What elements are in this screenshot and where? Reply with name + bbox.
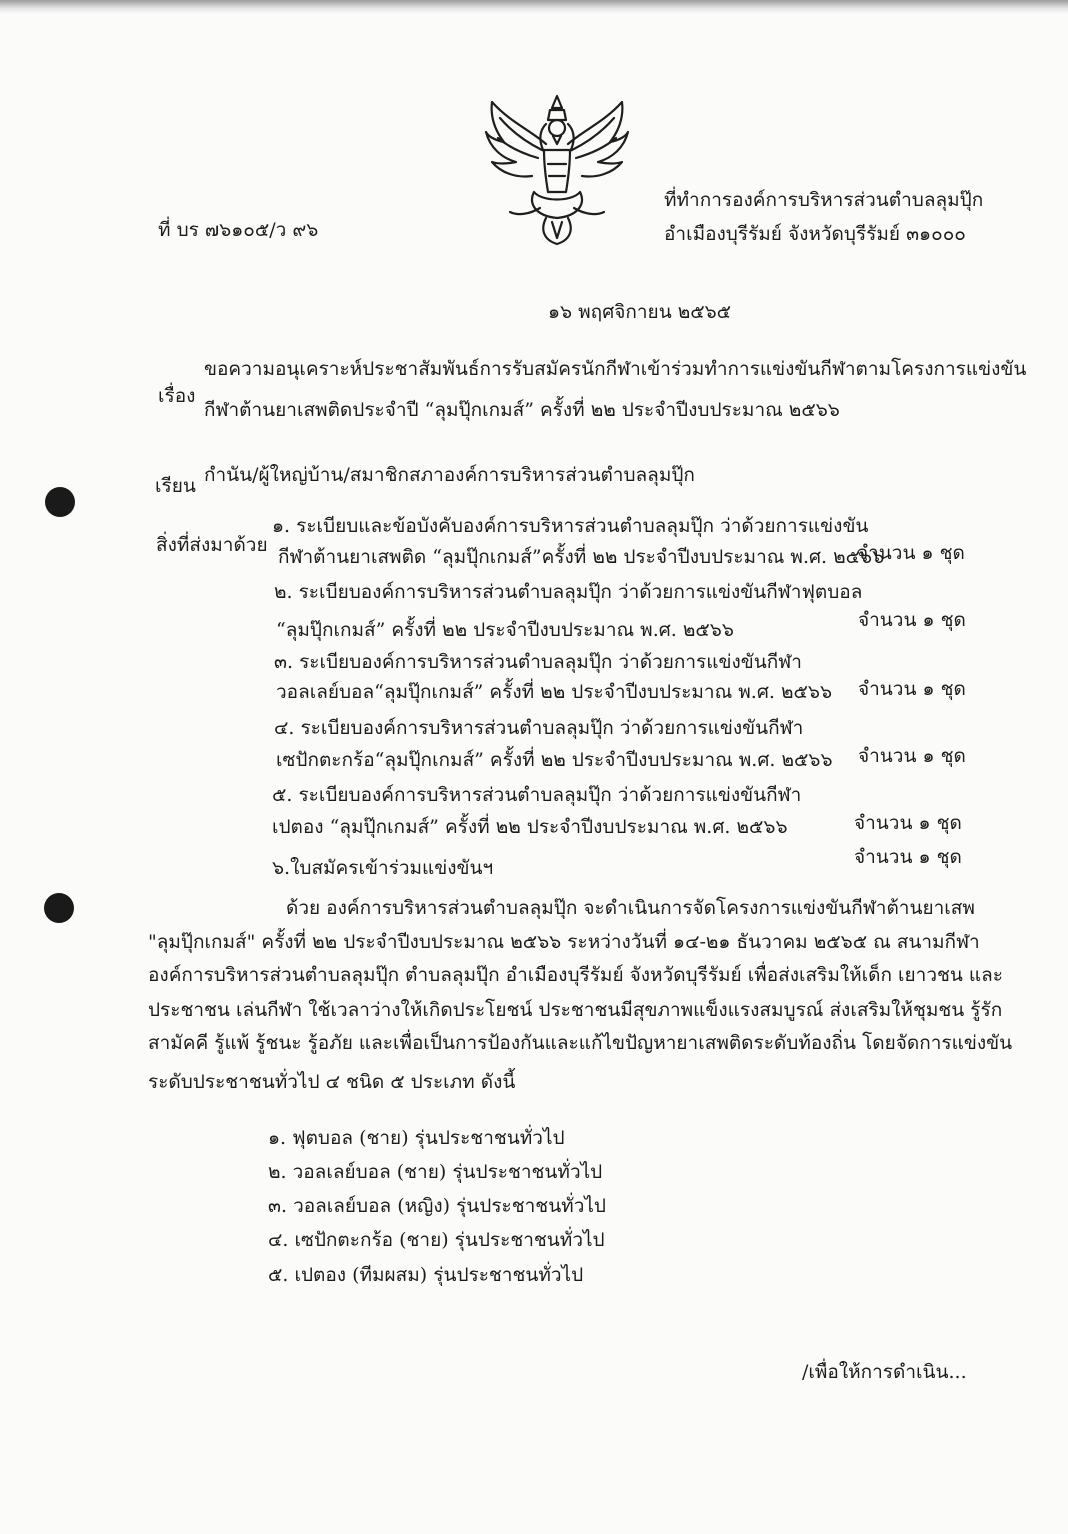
enclosure-item-1-quantity: จำนวน ๑ ชุด [857, 542, 965, 564]
enclosure-item-5-line1: ๕. ระเบียบองค์การบริหารส่วนตำบลลุมปุ๊ก ว่าด้วยการแข่งขันกีฬา [272, 784, 802, 806]
sport-item-5: ๕. เปตอง (ทีมผสม) รุ่นประชาชนทั่วไป [268, 1264, 584, 1286]
scan-top-edge [0, 0, 1068, 14]
enclosure-item-2-line2: “ลุมปุ๊กเกมส์” ครั้งที่ ๒๒ ประจำปีงบประมาณ พ.ศ. ๒๕๖๖ [276, 619, 734, 641]
sport-item-2: ๒. วอลเลย์บอล (ชาย) รุ่นประชาชนทั่วไป [268, 1161, 603, 1183]
enclosure-item-1-line1: ๑. ระเบียบและข้อบังคับองค์การบริหารส่วนตำบลลุมปุ๊ก ว่าด้วยการแข่งขัน [272, 515, 869, 537]
enclosure-item-4-line1: ๔. ระเบียบองค์การบริหารส่วนตำบลลุมปุ๊ก ว่าด้วยการแข่งขันกีฬา [274, 717, 804, 739]
enclosure-item-4-line2: เซปักตะกร้อ“ลุมปุ๊กเกมส์” ครั้งที่ ๒๒ ประจำปีงบประมาณ พ.ศ. ๒๕๖๖ [276, 749, 833, 771]
office-address-line1: ที่ทำการองค์การบริหารส่วนตำบลลุมปุ๊ก [664, 189, 984, 211]
enclosures-label: สิ่งที่ส่งมาด้วย [156, 534, 268, 556]
garuda-emblem-icon [482, 92, 632, 248]
enclosure-item-3-line1: ๓. ระเบียบองค์การบริหารส่วนตำบลลุมปุ๊ก ว่าด้วยการแข่งขันกีฬา [274, 651, 802, 673]
salutation-recipients: กำนัน/ผู้ใหญ่บ้าน/สมาชิกสภาองค์การบริหารส่วนตำบลลุมปุ๊ก [204, 464, 695, 486]
body-line-3: องค์การบริหารส่วนตำบลลุมปุ๊ก ตำบลลุมปุ๊ก อำเมืองบุรีรัมย์ จังหวัดบุรีรัมย์ เพื่อส่งเสริมให้เด็ก เยาวชน และ [148, 964, 1004, 986]
continuation-note: /เพื่อให้การดำเนิน... [802, 1361, 967, 1383]
enclosure-item-1-line2: กีฬาต้านยาเสพติด “ลุมปุ๊กเกมส์”ครั้งที่ ๒๒ ประจำปีงบประมาณ พ.ศ. ๒๕๖๖ [278, 546, 885, 568]
enclosure-item-4-quantity: จำนวน ๑ ชุด [858, 745, 966, 767]
body-line-4: ประชาชน เล่นกีฬา ใช้เวลาว่างให้เกิดประโยชน์ ประชาชนมีสุขภาพแข็งแรงสมบูรณ์ ส่งเสริมให้ชุมชน รู้รัก [148, 999, 1003, 1021]
enclosure-item-6-line1: ๖.ใบสมัครเข้าร่วมแข่งขันฯ [272, 857, 494, 879]
enclosure-item-5-line2: เปตอง “ลุมปุ๊กเกมส์” ครั้งที่ ๒๒ ประจำปีงบประมาณ พ.ศ. ๒๕๖๖ [272, 816, 788, 838]
enclosure-item-2-line1: ๒. ระเบียบองค์การบริหารส่วนตำบลลุมปุ๊ก ว่าด้วยการแข่งขันกีฬาฟุตบอล [274, 581, 863, 603]
office-address-line2: อำเมืองบุรีรัมย์ จังหวัดบุรีรัมย์ ๓๑๐๐๐ [664, 223, 966, 245]
letter-date: ๑๖ พฤศจิกายน ๒๕๖๕ [548, 301, 732, 323]
subject-line2: กีฬาต้านยาเสพติดประจำปี “ลุมปุ๊กเกมส์” ครั้งที่ ๒๒ ประจำปีงบประมาณ ๒๕๖๖ [204, 399, 840, 421]
enclosure-item-3-quantity: จำนวน ๑ ชุด [858, 678, 966, 700]
enclosure-item-3-line2: วอลเลย์บอล“ลุมปุ๊กเกมส์” ครั้งที่ ๒๒ ประจำปีงบประมาณ พ.ศ. ๒๕๖๖ [276, 681, 833, 703]
subject-line1: ขอความอนุเคราะห์ประชาสัมพันธ์การรับสมัครนักกีฬาเข้าร่วมทำการแข่งขันกีฬาตามโครงการแข่งขัน [204, 358, 1027, 380]
body-line-2: "ลุมปุ๊กเกมส์" ครั้งที่ ๒๒ ประจำปีงบประมาณ ๒๕๖๖ ระหว่างวันที่ ๑๔-๒๑ ธันวาคม ๒๕๖๕ ณ สนามกีฬา [148, 931, 980, 953]
body-line-5: สามัคคี รู้แพ้ รู้ชนะ รู้อภัย และเพื่อเป็นการป้องกันและแก้ไขปัญหายาเสพติดระดับท้องถิ่น โดยจัดการแข่งขัน [148, 1032, 1013, 1054]
subject-label: เรื่อง [158, 385, 196, 407]
enclosure-item-6-quantity: จำนวน ๑ ชุด [854, 846, 962, 868]
body-line-6: ระดับประชาชนทั่วไป ๔ ชนิด ๕ ประเภท ดังนี้ [148, 1071, 516, 1093]
sport-item-4: ๔. เซปักตะกร้อ (ชาย) รุ่นประชาชนทั่วไป [268, 1229, 605, 1251]
punch-hole-bottom [44, 893, 74, 923]
reference-number: ที่ บร ๗๖๑๐๕/ว ๙๖ [158, 219, 319, 241]
body-line-1: ด้วย องค์การบริหารส่วนตำบลลุมปุ๊ก จะดำเนินการจัดโครงการแข่งขันกีฬาต้านยาเสพ [286, 897, 975, 919]
punch-hole-top [45, 487, 75, 517]
salutation-label: เรียน [155, 475, 196, 497]
sport-item-3: ๓. วอลเลย์บอล (หญิง) รุ่นประชาชนทั่วไป [268, 1195, 606, 1217]
enclosure-item-2-quantity: จำนวน ๑ ชุด [858, 609, 966, 631]
enclosure-item-5-quantity: จำนวน ๑ ชุด [854, 812, 962, 834]
sport-item-1: ๑. ฟุตบอล (ชาย) รุ่นประชาชนทั่วไป [268, 1127, 565, 1149]
